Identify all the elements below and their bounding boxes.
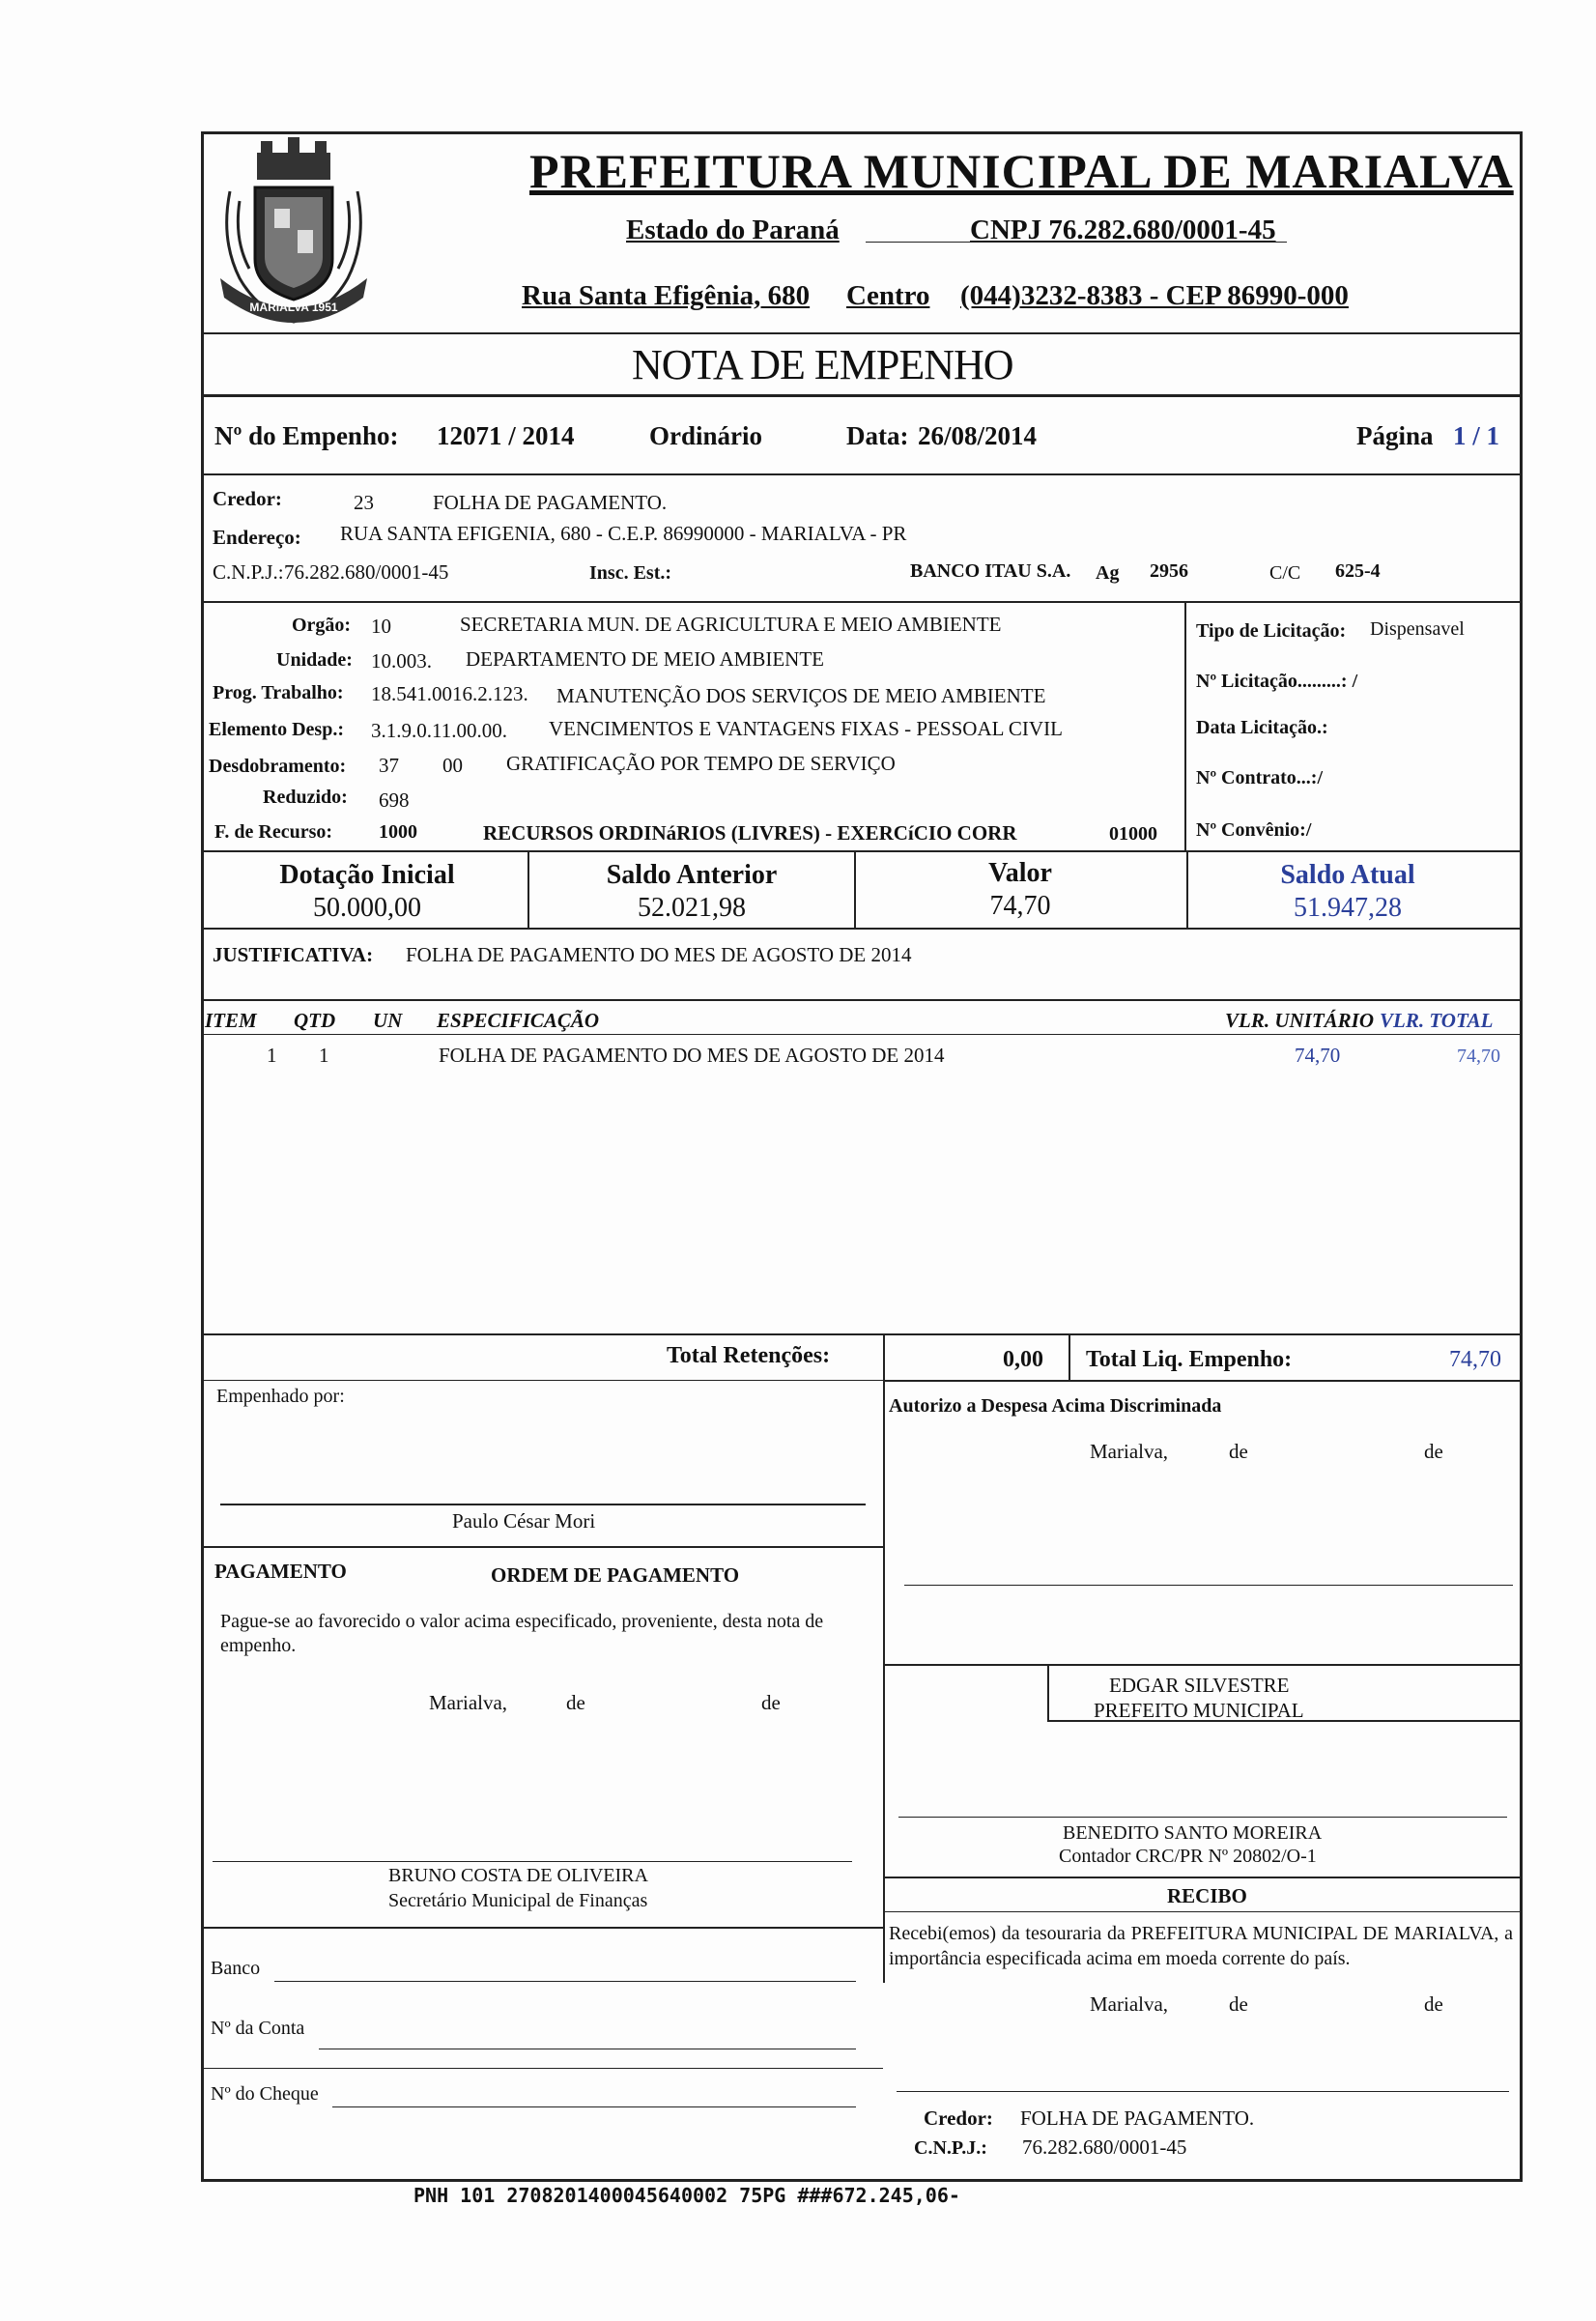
- prog-code: 18.541.0016.2.123.: [371, 682, 528, 705]
- empenho-type: Ordinário: [649, 421, 763, 450]
- recibo-label: RECIBO: [1167, 1884, 1247, 1907]
- divider: [201, 332, 1523, 334]
- divider: [201, 2068, 883, 2069]
- credor-label: Credor:: [213, 487, 282, 510]
- recurso-name: RECURSOS ORDINáRIOS (LIVRES) - EXERCíCIO CORR: [483, 821, 1017, 845]
- cheque-label: Nº do Cheque: [211, 2083, 319, 2105]
- divider: [201, 473, 1523, 475]
- header-cnpj: CNPJ 76.282.680/0001-45: [970, 215, 1276, 245]
- divider: [201, 850, 1523, 852]
- header-phone-cep: (044)3232-8383 - CEP 86990-000: [960, 280, 1349, 311]
- empenho-number: 12071 / 2014: [437, 421, 575, 450]
- pagamento-de-1: de: [566, 1691, 585, 1714]
- divider: [201, 928, 1523, 930]
- pagamento-label: PAGAMENTO: [214, 1560, 347, 1583]
- divider: [201, 1380, 883, 1381]
- empenhado-nome: Paulo César Mori: [452, 1509, 596, 1533]
- elemento-name: VENCIMENTOS E VANTAGENS FIXAS - PESSOAL CIVIL: [549, 717, 1063, 740]
- autorizo-label: Autorizo a Despesa Acima Discriminada: [889, 1395, 1222, 1417]
- pagamento-cidade: Marialva,: [429, 1691, 508, 1714]
- col-header-vlr-total: VLR. TOTAL: [1380, 1009, 1494, 1032]
- endereco-label: Endereço:: [213, 526, 301, 549]
- empenho-number-label: Nº do Empenho:: [214, 421, 399, 450]
- recibo-credor-value: FOLHA DE PAGAMENTO.: [1020, 2106, 1255, 2130]
- unidade-code: 10.003.: [371, 649, 432, 673]
- divider: [1184, 601, 1186, 850]
- account-label: C/C: [1269, 562, 1301, 584]
- unidade-name: DEPARTAMENTO DE MEIO AMBIENTE: [466, 647, 824, 671]
- header-address: Rua Santa Efigênia, 680: [522, 280, 811, 311]
- secretario-nome: BRUNO COSTA DE OLIVEIRA: [388, 1865, 648, 1886]
- prog-label: Prog. Trabalho:: [213, 682, 344, 703]
- recibo-cidade: Marialva,: [1090, 1992, 1169, 2016]
- autorizo-de-1: de: [1229, 1440, 1248, 1463]
- desdobramento-name: GRATIFICAÇÃO POR TEMPO DE SERVIÇO: [506, 752, 896, 775]
- num-licitacao-label: Nº Licitação.........: /: [1196, 671, 1358, 692]
- dotacao-inicial-label: Dotação Inicial: [279, 860, 455, 890]
- convenio-label: Nº Convênio:/: [1196, 819, 1312, 841]
- recurso-sub: 01000: [1109, 823, 1157, 845]
- elemento-code: 3.1.9.0.11.00.00.: [371, 719, 507, 742]
- empenho-date: 26/08/2014: [918, 421, 1038, 450]
- footer-code: PNH 101 2708201400045640002 75PG ###672.245,06-: [413, 2184, 960, 2207]
- divider: [883, 1333, 885, 1382]
- credor-code: 23: [354, 491, 374, 514]
- dotacao-inicial-value: 50.000,00: [313, 893, 421, 923]
- col-header-item: ITEM: [205, 1009, 257, 1032]
- recibo-de-2: de: [1424, 1992, 1443, 2016]
- secretario-cargo: Secretário Municipal de Finanças: [388, 1890, 648, 1911]
- reduzido-label: Reduzido:: [263, 787, 348, 808]
- autorizo-cidade: Marialva,: [1090, 1440, 1169, 1463]
- saldo-anterior-value: 52.021,98: [638, 893, 746, 923]
- orgao-label: Orgão:: [292, 615, 352, 636]
- state-label: Estado do Paraná: [626, 215, 840, 245]
- ordem-pagamento-label: ORDEM DE PAGAMENTO: [491, 1563, 740, 1587]
- divider: [883, 1380, 885, 1983]
- divider: [201, 1927, 883, 1929]
- desdobramento-sub: 00: [442, 754, 463, 777]
- total-retencoes-value: 0,00: [1003, 1347, 1043, 1372]
- banco-label: Banco: [211, 1958, 261, 1979]
- contador-nome: BENEDITO SANTO MOREIRA: [1063, 1822, 1323, 1844]
- recibo-cnpj-label: C.N.P.J.:: [914, 2137, 987, 2159]
- recurso-code: 1000: [379, 821, 417, 843]
- page-number: 1 / 1: [1453, 421, 1500, 450]
- pagamento-texto: Pague-se ao favorecido o valor acima especificado, proveniente, desta nota de empenho.: [220, 1611, 824, 1656]
- divider: [1047, 1720, 1523, 1722]
- table-row-vlr-total: 74,70: [1457, 1046, 1500, 1067]
- justificativa-label: JUSTIFICATIVA:: [213, 943, 374, 966]
- prefeito-nome: EDGAR SILVESTRE: [1109, 1674, 1290, 1697]
- autorizo-de-2: de: [1424, 1440, 1443, 1463]
- header-district: Centro: [846, 280, 930, 311]
- contador-cargo: Contador CRC/PR Nº 20802/O-1: [1059, 1846, 1317, 1867]
- agency-number: 2956: [1150, 560, 1188, 582]
- divider: [201, 394, 1523, 397]
- document-title: NOTA DE EMPENHO: [632, 341, 1013, 388]
- credor-name: FOLHA DE PAGAMENTO.: [433, 491, 668, 514]
- valor-value: 74,70: [989, 891, 1051, 921]
- tipo-licitacao-value: Dispensavel: [1370, 618, 1465, 640]
- signature-line: [220, 1504, 866, 1505]
- col-header-un: UN: [373, 1009, 403, 1032]
- table-row-qtd: 1: [319, 1044, 329, 1067]
- recibo-texto: Recebi(emos) da tesouraria da PREFEITURA MUNICIPAL DE MARIALVA, a importância especificada acima em moeda corrente do país.: [889, 1923, 1513, 1969]
- divider: [1047, 1664, 1049, 1720]
- signature-line: [898, 1817, 1507, 1818]
- divider: [883, 1664, 1523, 1666]
- recibo-de-1: de: [1229, 1992, 1248, 2016]
- orgao-code: 10: [371, 615, 391, 638]
- col-header-vlr-unitario: VLR. UNITÁRIO: [1225, 1009, 1375, 1032]
- recibo-credor-label: Credor:: [924, 2106, 993, 2130]
- table-row-especificacao: FOLHA DE PAGAMENTO DO MES DE AGOSTO DE 2014: [439, 1044, 945, 1067]
- saldo-atual-label: Saldo Atual: [1280, 860, 1415, 890]
- desdobramento-code: 37: [379, 754, 399, 777]
- divider: [883, 1911, 1523, 1912]
- saldo-anterior-label: Saldo Anterior: [606, 860, 778, 890]
- elemento-label: Elemento Desp.:: [209, 719, 344, 740]
- insc-est-label: Insc. Est.:: [589, 562, 672, 584]
- divider: [201, 601, 1523, 603]
- divider: [201, 999, 1523, 1001]
- credor-cnpj: 76.282.680/0001-45: [284, 560, 449, 584]
- prog-name: MANUTENÇÃO DOS SERVIÇOS DE MEIO AMBIENTE: [556, 684, 1046, 707]
- orgao-name: SECRETARIA MUN. DE AGRICULTURA E MEIO AMBIENTE: [460, 613, 1002, 636]
- page-label: Página: [1356, 421, 1434, 450]
- divider: [883, 1877, 1523, 1878]
- recurso-label: F. de Recurso:: [214, 821, 333, 843]
- pagamento-de-2: de: [761, 1691, 781, 1714]
- bank-name: BANCO ITAU S.A.: [910, 560, 1071, 582]
- total-liquido-value: 74,70: [1449, 1347, 1501, 1372]
- saldo-atual-value: 51.947,28: [1294, 893, 1402, 923]
- data-licitacao-label: Data Licitação.:: [1196, 717, 1328, 738]
- divider: [201, 1034, 1523, 1035]
- col-header-especificacao: ESPECIFICAÇÃO: [437, 1009, 600, 1032]
- signature-line: [213, 1861, 852, 1862]
- credor-cnpj-label: C.N.P.J.:: [213, 560, 284, 584]
- desdobramento-label: Desdobramento:: [209, 756, 347, 777]
- signature-line: [904, 1585, 1513, 1586]
- endereco-value: RUA SANTA EFIGENIA, 680 - C.E.P. 86990000 - MARIALVA - PR: [340, 522, 907, 545]
- page-title: PREFEITURA MUNICIPAL DE MARIALVA: [529, 144, 1514, 198]
- underline-rule: [866, 242, 1287, 243]
- col-header-qtd: QTD: [294, 1009, 336, 1032]
- svg-text:MARIALVA 1951: MARIALVA 1951: [249, 301, 338, 314]
- divider: [201, 1546, 883, 1548]
- cheque-field-line: [332, 2106, 856, 2107]
- signature-line: [897, 2091, 1509, 2092]
- banco-field-line: [274, 1981, 856, 1982]
- conta-label: Nº da Conta: [211, 2018, 305, 2039]
- unidade-label: Unidade:: [276, 649, 353, 671]
- contrato-label: Nº Contrato...:/: [1196, 767, 1324, 788]
- reduzido-value: 698: [379, 788, 410, 812]
- valor-label: Valor: [988, 858, 1052, 888]
- table-row-vlr-unitario: 74,70: [1295, 1044, 1341, 1067]
- divider: [201, 1333, 1523, 1335]
- empenho-date-label: Data:: [846, 421, 909, 450]
- empenhado-por-label: Empenhado por:: [216, 1386, 345, 1407]
- recibo-cnpj-value: 76.282.680/0001-45: [1022, 2135, 1187, 2159]
- divider: [883, 1380, 1523, 1382]
- divider: [1069, 1333, 1070, 1382]
- agency-label: Ag: [1096, 562, 1120, 584]
- total-retencoes-label: Total Retenções:: [667, 1343, 831, 1368]
- prefeito-cargo: PREFEITO MUNICIPAL: [1094, 1699, 1304, 1722]
- justificativa-value: FOLHA DE PAGAMENTO DO MES DE AGOSTO DE 2014: [406, 943, 912, 966]
- total-liquido-label: Total Liq. Empenho:: [1086, 1347, 1293, 1372]
- account-number: 625-4: [1335, 560, 1381, 582]
- table-row-item: 1: [267, 1044, 277, 1067]
- tipo-licitacao-label: Tipo de Licitação:: [1196, 620, 1347, 642]
